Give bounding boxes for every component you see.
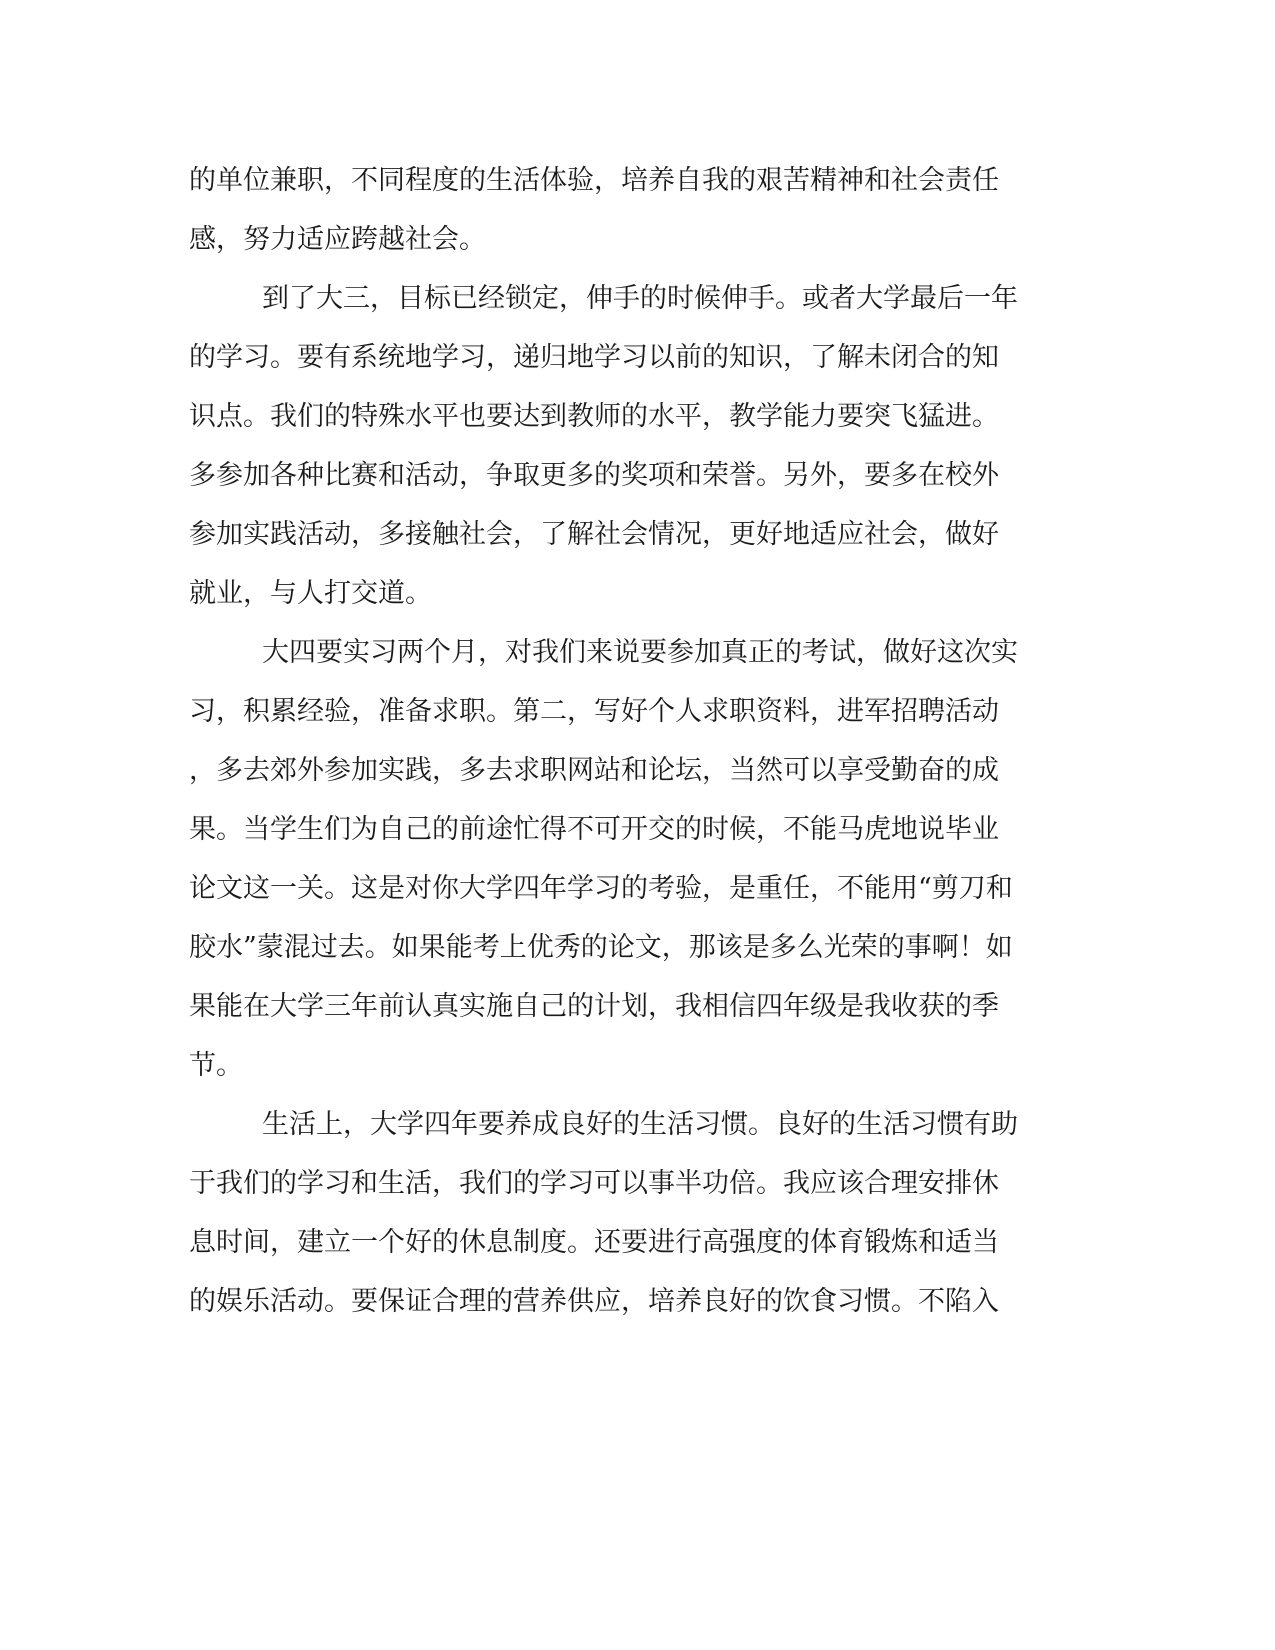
paragraph-first-line: 到了大三，目标已经锁定，伸手的时候伸手。或者大学最后一年 — [262, 283, 1018, 314]
text-line: 的单位兼职，不同程度的生活体验，培养自我的艰苦精神和社会责任 — [189, 165, 999, 196]
text-line: 息时间，建立一个好的休息制度。还要进行高强度的体育锻炼和适当 — [189, 1227, 999, 1258]
text-line: 的娱乐活动。要保证合理的营养供应，培养良好的饮食习惯。不陷入 — [189, 1286, 999, 1317]
text-line: 就业，与人打交道。 — [189, 578, 432, 609]
text-line: 胶水”蒙混过去。如果能考上优秀的论文，那该是多么光荣的事啊！如 — [189, 932, 1013, 963]
paragraph-first-line: 大四要实习两个月，对我们来说要参加真正的考试，做好这次实 — [262, 637, 1018, 668]
text-line: 于我们的学习和生活，我们的学习可以事半功倍。我应该合理安排休 — [189, 1168, 999, 1199]
text-line: 果。当学生们为自己的前途忙得不可开交的时候，不能马虎地说毕业 — [189, 814, 999, 845]
paragraph-first-line: 生活上，大学四年要养成良好的生活习惯。良好的生活习惯有助 — [262, 1109, 1018, 1140]
text-line: ，多去郊外参加实践，多去求职网站和论坛，当然可以享受勤奋的成 — [189, 755, 999, 786]
text-line: 果能在大学三年前认真实施自己的计划，我相信四年级是我收获的季 — [189, 991, 999, 1022]
text-line: 节。 — [189, 1050, 243, 1081]
text-line: 多参加各种比赛和活动，争取更多的奖项和荣誉。另外，要多在校外 — [189, 460, 999, 491]
text-line: 的学习。要有系统地学习，递归地学习以前的知识，了解未闭合的知 — [189, 342, 999, 373]
text-line: 参加实践活动，多接触社会，了解社会情况，更好地适应社会，做好 — [189, 519, 999, 550]
text-line: 识点。我们的特殊水平也要达到教师的水平，教学能力要突飞猛进。 — [189, 401, 999, 432]
text-line: 论文这一关。这是对你大学四年学习的考验，是重任，不能用“剪刀和 — [189, 873, 1013, 904]
text-line: 感，努力适应跨越社会。 — [189, 224, 486, 255]
text-line: 习，积累经验，准备求职。第二，写好个人求职资料，进军招聘活动 — [189, 696, 999, 727]
